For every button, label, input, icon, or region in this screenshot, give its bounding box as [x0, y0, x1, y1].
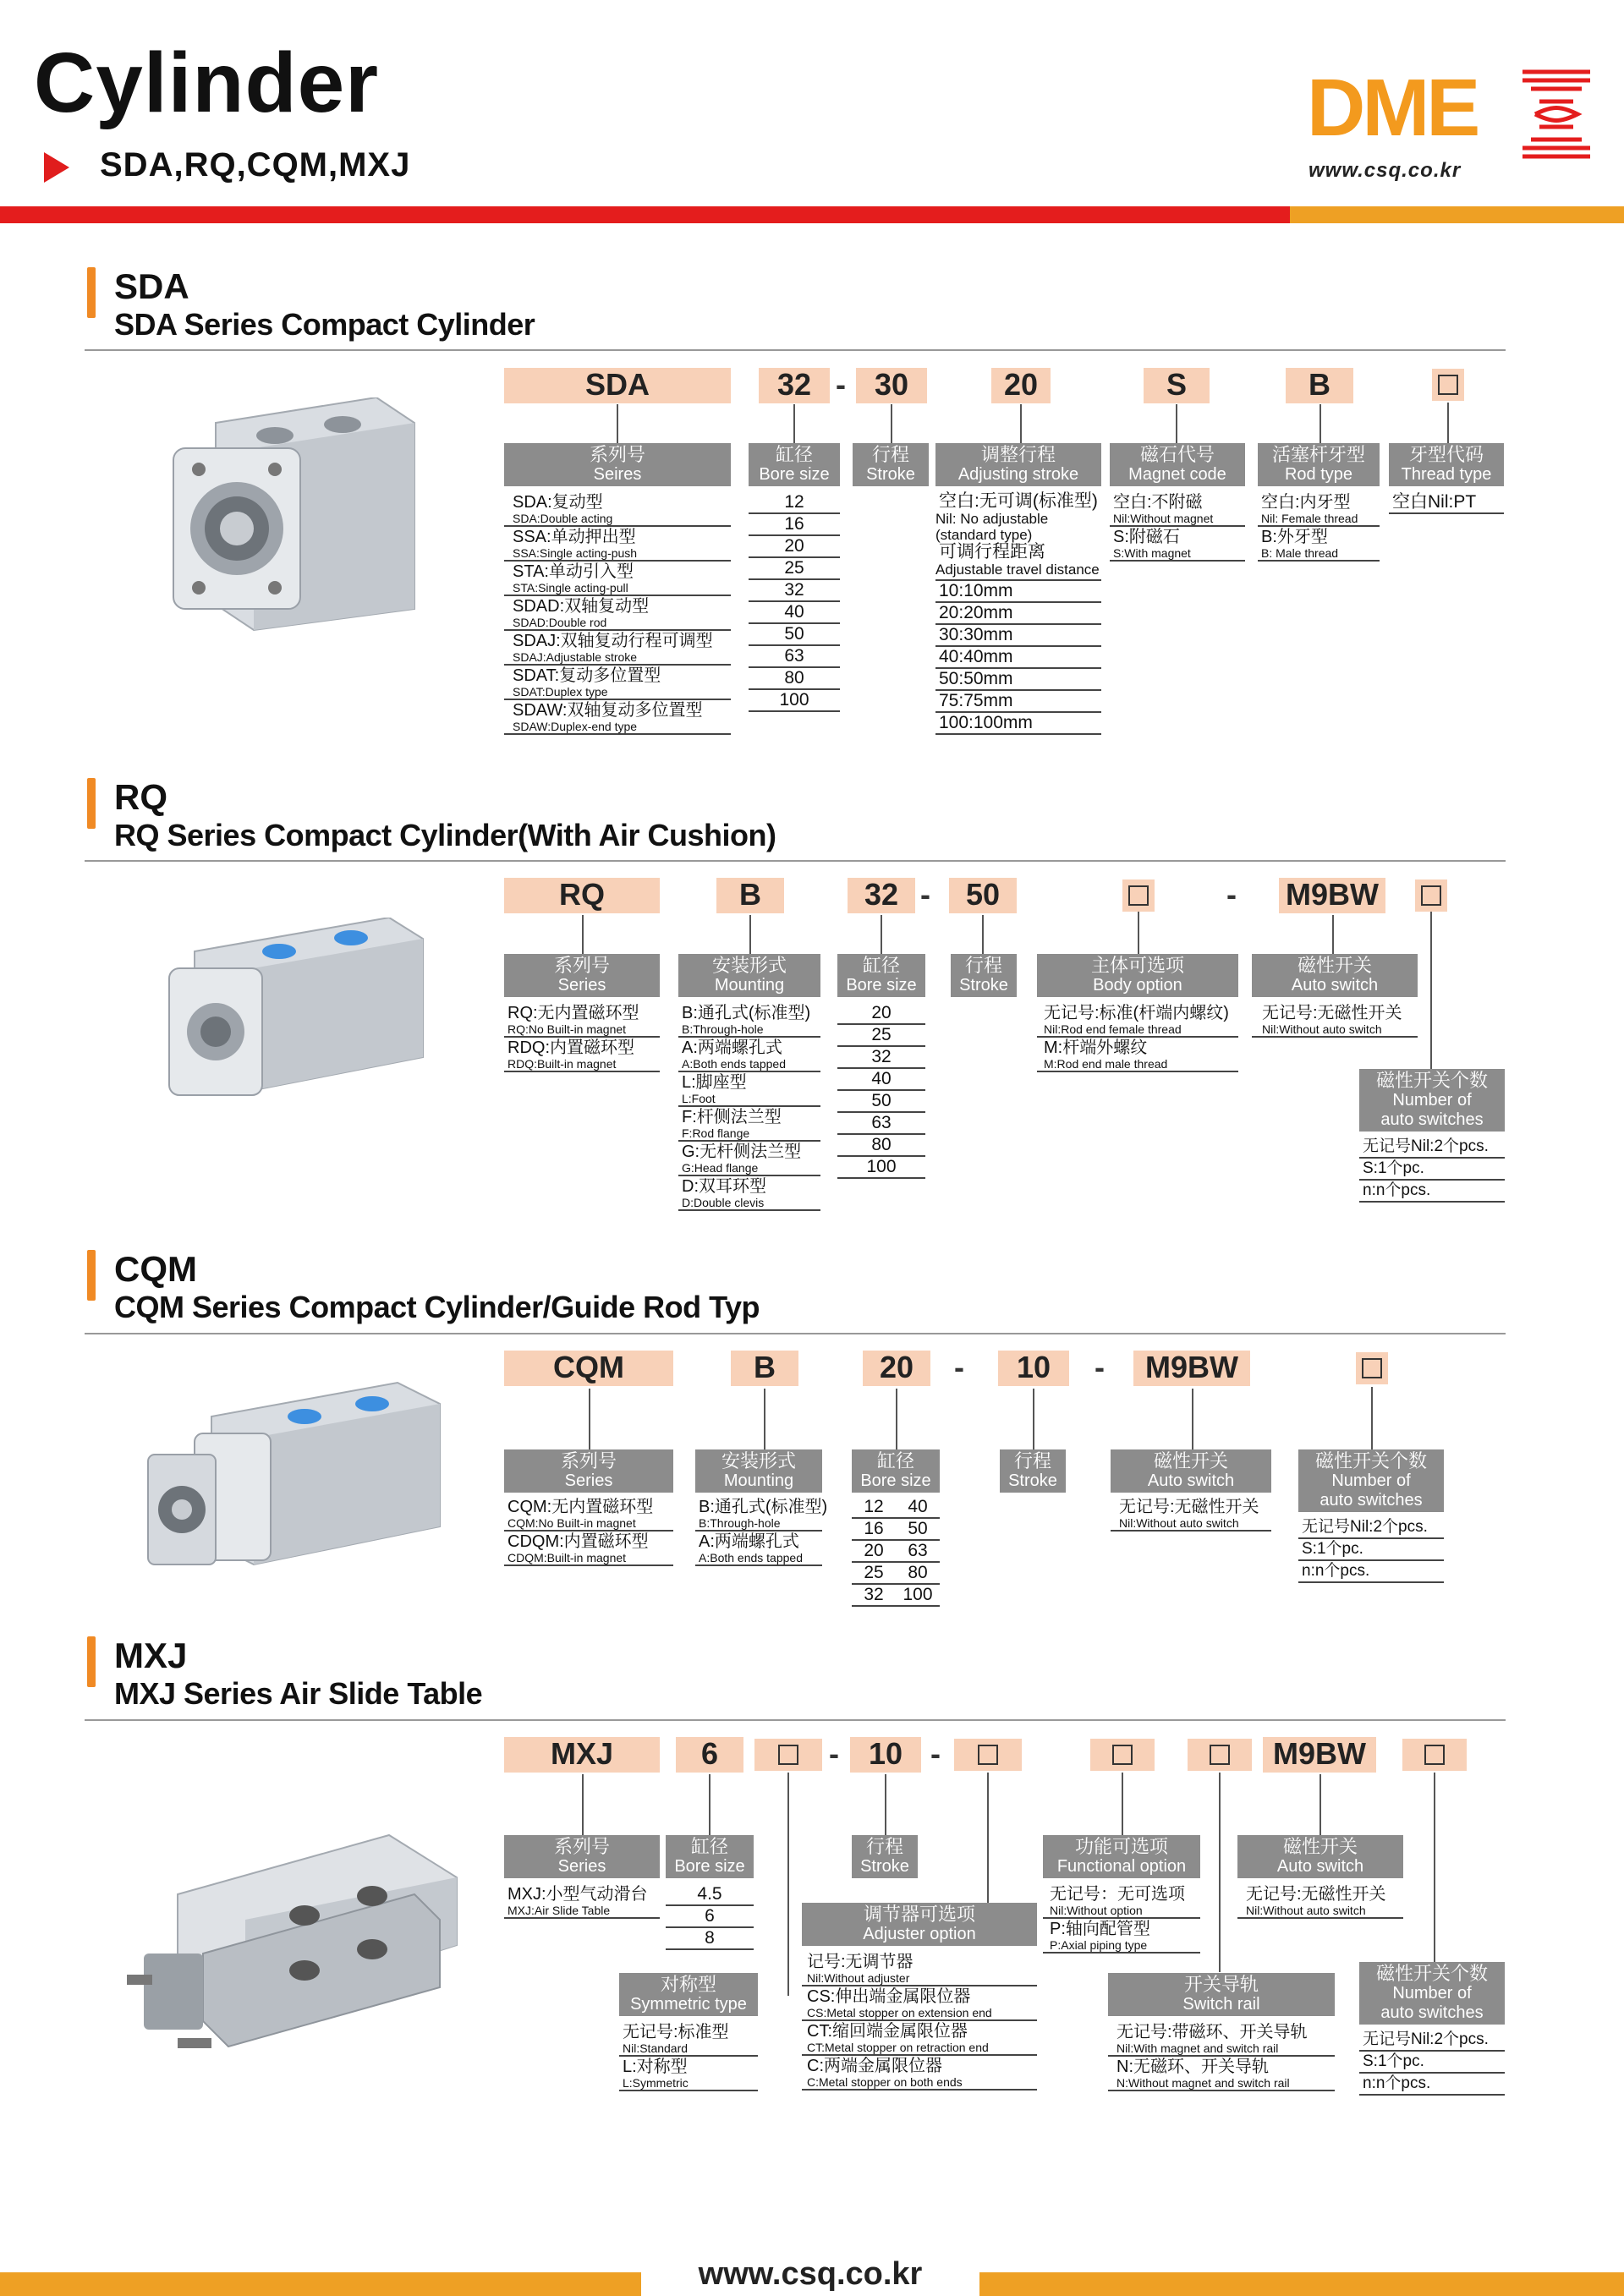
adjust-note: Nil: No adjustable [935, 511, 1049, 527]
list-item: SDAW:双轴复动多位置型 SDAW:Duplex-end type [504, 700, 731, 735]
rq-count-box [1415, 879, 1447, 912]
sda-code: SDA [114, 266, 189, 306]
list-item: SDAT:复动多位置型 SDAT:Duplex type [504, 666, 731, 700]
page-subtitle: SDA,RQ,CQM,MXJ [100, 146, 411, 184]
rq-switch-box: M9BW [1279, 878, 1385, 913]
list-item: B:通孔式(标准型) B:Through-hole [678, 1003, 820, 1038]
connector-line [1332, 915, 1334, 954]
cqm-bore-box: 20 [863, 1351, 930, 1386]
list-item: 20 [837, 1003, 925, 1025]
list-item: 100 [749, 690, 840, 712]
connector-line [589, 1389, 590, 1449]
mxj-func-list [1043, 1884, 1200, 1954]
cqm-stroke-box: 10 [998, 1351, 1069, 1386]
list-item: 无记号:标准型 Nil:Standard [619, 2022, 758, 2057]
cqm-switch-list [1111, 1497, 1271, 1532]
mxj-adjuster-label: 调节器可选项 Adjuster option [802, 1903, 1037, 1946]
adjust-note: Adjustable travel distance [935, 562, 1101, 581]
cqm-bore-list [852, 1497, 940, 1607]
cqm-mount-list [695, 1497, 828, 1566]
list-item: 50:50mm [935, 669, 1101, 691]
list-item: 20 [749, 536, 840, 558]
connector-line [891, 404, 892, 443]
mxj-title: MXJ Series Air Slide Table [114, 1676, 483, 1711]
list-item: 无记号：无可选项 Nil:Without option [1043, 1884, 1200, 1919]
list-item: 25 [837, 1025, 925, 1047]
cqm-switch-box: M9BW [1133, 1351, 1250, 1386]
list-item: 80 [749, 668, 840, 690]
cqm-dash-2: - [1095, 1350, 1105, 1384]
table-row [852, 1541, 940, 1563]
mxj-dash-2: - [930, 1736, 941, 1771]
cqm-switch-label: 磁性开关 Auto switch [1111, 1449, 1271, 1493]
sda-dash: - [836, 367, 846, 402]
bore-cell: 50 [908, 1519, 928, 1538]
list-item: 12 [749, 492, 840, 514]
sda-rod-box: B [1286, 368, 1353, 403]
cqm-divider [85, 1333, 1506, 1334]
list-item: 30:30mm [935, 625, 1101, 647]
rq-count-list [1359, 1137, 1505, 1203]
logo-url: www.csq.co.kr [1309, 159, 1462, 182]
cqm-cylinder-image [144, 1366, 448, 1603]
header-bar-orange [1290, 206, 1624, 223]
list-item: C:两端金属限位器 C:Metal stopper on both ends [802, 2056, 1037, 2091]
list-item: 无记号:标准(杆端内螺纹) Nil:Rod end female thread [1037, 1003, 1238, 1038]
rq-mount-box: B [716, 878, 784, 913]
rq-code: RQ [114, 777, 167, 817]
list-item: 记号:无调节器 Nil:Without adjuster [802, 1952, 1037, 1986]
list-item: 25 [749, 558, 840, 580]
mxj-rail-list [1108, 2022, 1335, 2091]
connector-line [1371, 1387, 1373, 1449]
mxj-sym-label: 对称型 Symmetric type [619, 1973, 758, 2016]
section-marker [87, 1636, 96, 1687]
list-item: 6 [666, 1906, 754, 1928]
rq-body-box [1122, 879, 1155, 912]
connector-line [1430, 912, 1432, 1069]
mxj-func-box [1090, 1739, 1155, 1771]
list-item: 100:100mm [935, 713, 1101, 735]
mxj-series-list [504, 1884, 660, 1919]
list-item: 20:20mm [935, 603, 1101, 625]
list-item: 63 [749, 646, 840, 668]
list-item: 10:10mm [935, 581, 1101, 603]
list-item: 100 [837, 1157, 925, 1179]
sda-bore-label: 缸径 Bore size [749, 443, 840, 486]
mxj-bore-list [666, 1884, 754, 1950]
list-item: n:n个pcs. [1298, 1561, 1444, 1583]
sda-adjust-label: 调整行程 Adjusting stroke [935, 443, 1101, 486]
rq-bore-label: 缸径 Bore size [837, 954, 925, 997]
mxj-code: MXJ [114, 1636, 188, 1675]
mxj-divider [85, 1719, 1506, 1721]
mxj-adjuster-box [954, 1739, 1022, 1771]
list-item: 32 [837, 1047, 925, 1069]
cqm-mount-box: B [731, 1351, 798, 1386]
rq-dash: - [920, 877, 930, 912]
mxj-rail-label: 开关导轨 Switch rail [1108, 1973, 1335, 2016]
sda-title: SDA Series Compact Cylinder [114, 307, 535, 342]
table-row [852, 1497, 940, 1519]
logo-emblem-icon [1518, 68, 1594, 161]
sda-thread-item: 空白Nil:PT [1389, 492, 1504, 514]
logo-text: DME [1307, 63, 1478, 153]
connector-line [617, 404, 618, 443]
list-item: 4.5 [666, 1884, 754, 1906]
list-item: S:附磁石 S:With magnet [1110, 527, 1245, 562]
connector-line [1320, 404, 1321, 443]
mxj-bore-label: 缸径 Bore size [666, 1835, 754, 1878]
cqm-mount-label: 安装形式 Mounting [695, 1449, 822, 1493]
list-item: 40:40mm [935, 647, 1101, 669]
connector-line [1020, 404, 1022, 443]
table-row [852, 1563, 940, 1585]
mxj-switch-label: 磁性开关 Auto switch [1237, 1835, 1403, 1878]
cqm-series-box: CQM [504, 1351, 673, 1386]
connector-line [982, 915, 984, 954]
bore-cell: 25 [864, 1563, 884, 1582]
section-marker [87, 267, 96, 318]
list-item: F:杆侧法兰型 F:Rod flange [678, 1107, 820, 1142]
play-arrow-icon [44, 152, 69, 183]
mxj-series-box: MXJ [504, 1737, 660, 1773]
list-item: B:通孔式(标准型) B:Through-hole [695, 1497, 822, 1532]
mxj-dash: - [829, 1736, 839, 1771]
adjust-note: 可调行程距离 [939, 542, 1045, 562]
mxj-slide-table-image [127, 1827, 465, 2072]
connector-line [749, 915, 751, 954]
cqm-series-label: 系列号 Series [504, 1449, 673, 1493]
bore-cell: 20 [864, 1541, 884, 1560]
sda-stroke-label: 行程 Stroke [853, 443, 929, 486]
rq-dash-2: - [1226, 877, 1237, 912]
list-item: L:脚座型 L:Foot [678, 1072, 820, 1107]
mxj-switch-box: M9BW [1263, 1737, 1376, 1773]
rq-series-box: RQ [504, 878, 660, 913]
mxj-adjuster-list [802, 1952, 1037, 2091]
cqm-bore-label: 缸径 Bore size [852, 1449, 940, 1493]
list-item: 32 [749, 580, 840, 602]
table-row [852, 1519, 940, 1541]
list-item: 63 [837, 1113, 925, 1135]
rq-series-label: 系列号 Series [504, 954, 660, 997]
list-item: S:1个pc. [1359, 2052, 1505, 2074]
connector-line [1138, 912, 1139, 954]
list-item: 无记号:带磁环、开关导轨 Nil:With magnet and switch rail [1108, 2022, 1335, 2057]
table-row [852, 1585, 940, 1607]
cqm-series-list [504, 1497, 673, 1566]
list-item: SSA:单动押出型 SSA:Single acting-push [504, 527, 731, 562]
header-bar-red [0, 206, 1290, 223]
cqm-count-list [1298, 1517, 1444, 1583]
mxj-bore-box: 6 [676, 1737, 743, 1773]
connector-line [582, 915, 584, 954]
connector-line [1434, 1773, 1435, 1962]
list-item: M:杆端外螺纹 M:Rod end male thread [1037, 1038, 1238, 1072]
list-item: 50 [749, 624, 840, 646]
list-item: SDAJ:双轴复动行程可调型 SDAJ:Adjustable stroke [504, 631, 731, 666]
sda-cylinder-image [165, 397, 419, 634]
list-item: CS:伸出端金属限位器 CS:Metal stopper on extension end [802, 1986, 1037, 2021]
list-item: 75:75mm [935, 691, 1101, 713]
rq-divider [85, 860, 1506, 862]
connector-line [1219, 1773, 1221, 1972]
cqm-count-box [1356, 1352, 1388, 1384]
list-item: MXJ:小型气动滑台 MXJ:Air Slide Table [504, 1884, 660, 1919]
rq-stroke-box: 50 [949, 878, 1017, 913]
bore-cell: 63 [908, 1541, 928, 1560]
cqm-stroke-label: 行程 Stroke [1000, 1449, 1066, 1493]
sda-series-label: 系列号 Seires [504, 443, 731, 486]
list-item: 8 [666, 1928, 754, 1950]
bore-cell: 40 [908, 1497, 928, 1516]
cqm-title: CQM Series Compact Cylinder/Guide Rod Typ [114, 1290, 760, 1324]
sda-rod-label: 活塞杆牙型 Rod type [1258, 443, 1380, 486]
connector-line [896, 1389, 897, 1449]
sda-adjust-box: 20 [991, 368, 1051, 403]
list-item: CT:缩回端金属限位器 CT:Metal stopper on retraction end [802, 2021, 1037, 2056]
sda-stroke-box: 30 [856, 368, 927, 403]
rq-mount-label: 安装形式 Mounting [678, 954, 820, 997]
section-marker [87, 778, 96, 829]
sda-adjust-list [935, 492, 1101, 735]
mxj-stroke-box: 10 [850, 1737, 921, 1773]
list-item: S:1个pc. [1359, 1159, 1505, 1181]
rq-count-label: 磁性开关个数 Number of auto switches [1359, 1069, 1505, 1132]
list-item: 无记号Nil:2个pcs. [1359, 2030, 1505, 2052]
sda-magnet-box: S [1144, 368, 1210, 403]
list-item: SDA:复动型 SDA:Double acting [504, 492, 731, 527]
sda-divider [85, 349, 1506, 351]
sda-magnet-list [1110, 492, 1245, 562]
rq-switch-list [1252, 1003, 1418, 1038]
list-item: N:无磁环、开关导轨 N:Without magnet and switch rail [1108, 2057, 1335, 2091]
connector-line [1176, 404, 1177, 443]
list-item: 80 [837, 1135, 925, 1157]
sda-bore-list [749, 492, 840, 712]
rq-switch-label: 磁性开关 Auto switch [1252, 954, 1418, 997]
sda-thread-box [1432, 369, 1464, 401]
list-item: CDQM:内置磁环型 CDQM:Built-in magnet [504, 1532, 673, 1566]
bore-cell: 12 [864, 1497, 884, 1516]
connector-line [1320, 1774, 1321, 1835]
connector-line [787, 1773, 789, 1996]
cqm-dash: - [954, 1350, 964, 1384]
list-item: STA:单动引入型 STA:Single acting-pull [504, 562, 731, 596]
list-item: 无记号:无磁性开关 Nil:Without auto switch [1237, 1884, 1403, 1919]
list-item: RQ:无内置磁环型 RQ:No Built-in magnet [504, 1003, 660, 1038]
section-marker [87, 1250, 96, 1301]
connector-line [793, 404, 795, 443]
brand-logo [1307, 63, 1594, 186]
bore-cell: 16 [864, 1519, 884, 1538]
list-item: A:两端螺孔式 A:Both ends tapped [695, 1532, 822, 1566]
connector-line [1033, 1389, 1034, 1449]
bore-cell: 80 [908, 1563, 928, 1582]
rq-body-label: 主体可选项 Body option [1037, 954, 1238, 997]
connector-line [1192, 1389, 1193, 1449]
list-item: 50 [837, 1091, 925, 1113]
rq-bore-list [837, 1003, 925, 1179]
list-item: 无记号:无磁性开关 Nil:Without auto switch [1111, 1497, 1271, 1532]
rq-stroke-label: 行程 Stroke [951, 954, 1017, 997]
sda-series-list [504, 492, 731, 735]
bore-cell: 32 [864, 1585, 884, 1604]
rq-cylinder-image [161, 918, 431, 1112]
mxj-switch-list [1237, 1884, 1403, 1919]
list-item: 40 [837, 1069, 925, 1091]
connector-line [764, 1389, 765, 1449]
list-item: RDQ:内置磁环型 RDQ:Built-in magnet [504, 1038, 660, 1072]
bore-cell: 100 [903, 1585, 933, 1604]
cqm-count-label: 磁性开关个数 Number of auto switches [1298, 1449, 1444, 1512]
connector-line [582, 1774, 584, 1835]
list-item: D:双耳环型 D:Double clevis [678, 1176, 820, 1211]
connector-line [709, 1774, 710, 1835]
list-item: n:n个pcs. [1359, 1181, 1505, 1203]
list-item: 空白:内牙型 Nil: Female thread [1258, 492, 1380, 527]
mxj-count-list [1359, 2030, 1505, 2096]
list-item: 40 [749, 602, 840, 624]
connector-line [1447, 403, 1449, 443]
sda-magnet-label: 磁石代号 Magnet code [1110, 443, 1245, 486]
list-item: CQM:无内置磁环型 CQM:No Built-in magnet [504, 1497, 673, 1532]
footer-url[interactable]: www.csq.co.kr [698, 2256, 923, 2292]
connector-line [881, 915, 882, 954]
mxj-count-label: 磁性开关个数 Number of auto switches [1359, 1962, 1505, 2025]
list-item: 16 [749, 514, 840, 536]
rq-bore-box: 32 [848, 878, 915, 913]
mxj-func-label: 功能可选项 Functional option [1043, 1835, 1200, 1878]
list-item: 无记号:无磁性开关 Nil:Without auto switch [1252, 1003, 1418, 1038]
list-item: S:1个pc. [1298, 1539, 1444, 1561]
adjust-note: 空白:无可调(标准型) [939, 491, 1098, 511]
cqm-code: CQM [114, 1249, 197, 1289]
connector-line [987, 1773, 989, 1903]
mxj-stroke-label: 行程 Stroke [852, 1835, 918, 1878]
list-item: A:两端螺孔式 A:Both ends tapped [678, 1038, 820, 1072]
rq-body-list [1037, 1003, 1238, 1072]
mxj-series-label: 系列号 Series [504, 1835, 660, 1878]
list-item: n:n个pcs. [1359, 2074, 1505, 2096]
list-item: 无记号Nil:2个pcs. [1298, 1517, 1444, 1539]
list-item: SDAD:双轴复动型 SDAD:Double rod [504, 596, 731, 631]
list-item: 空白:不附磁 Nil:Without magnet [1110, 492, 1245, 527]
mxj-sym-box [754, 1739, 822, 1771]
mxj-count-box [1402, 1739, 1467, 1771]
footer-bar-left [0, 2272, 641, 2296]
connector-line [1122, 1773, 1123, 1835]
rq-mount-list [678, 1003, 820, 1211]
list-item: P:轴向配管型 P:Axial piping type [1043, 1919, 1200, 1954]
rq-series-list [504, 1003, 660, 1072]
sda-thread-label: 牙型代码 Thread type [1389, 443, 1504, 486]
rq-title: RQ Series Compact Cylinder(With Air Cushion) [114, 818, 776, 852]
list-item: B:外牙型 B: Male thread [1258, 527, 1380, 562]
page-title: Cylinder [34, 36, 380, 130]
list-item: 无记号Nil:2个pcs. [1359, 1137, 1505, 1159]
footer-bar-right [979, 2272, 1624, 2296]
mxj-sym-list [619, 2022, 758, 2091]
mxj-rail-box [1188, 1739, 1252, 1771]
list-item: G:无杆侧法兰型 G:Head flange [678, 1142, 820, 1176]
sda-series-box: SDA [504, 368, 731, 403]
sda-rod-list [1258, 492, 1380, 562]
connector-line [885, 1774, 886, 1835]
adjust-note: (standard type) [935, 527, 1033, 543]
sda-bore-box: 32 [759, 368, 830, 403]
list-item: L:对称型 L:Symmetric [619, 2057, 758, 2091]
